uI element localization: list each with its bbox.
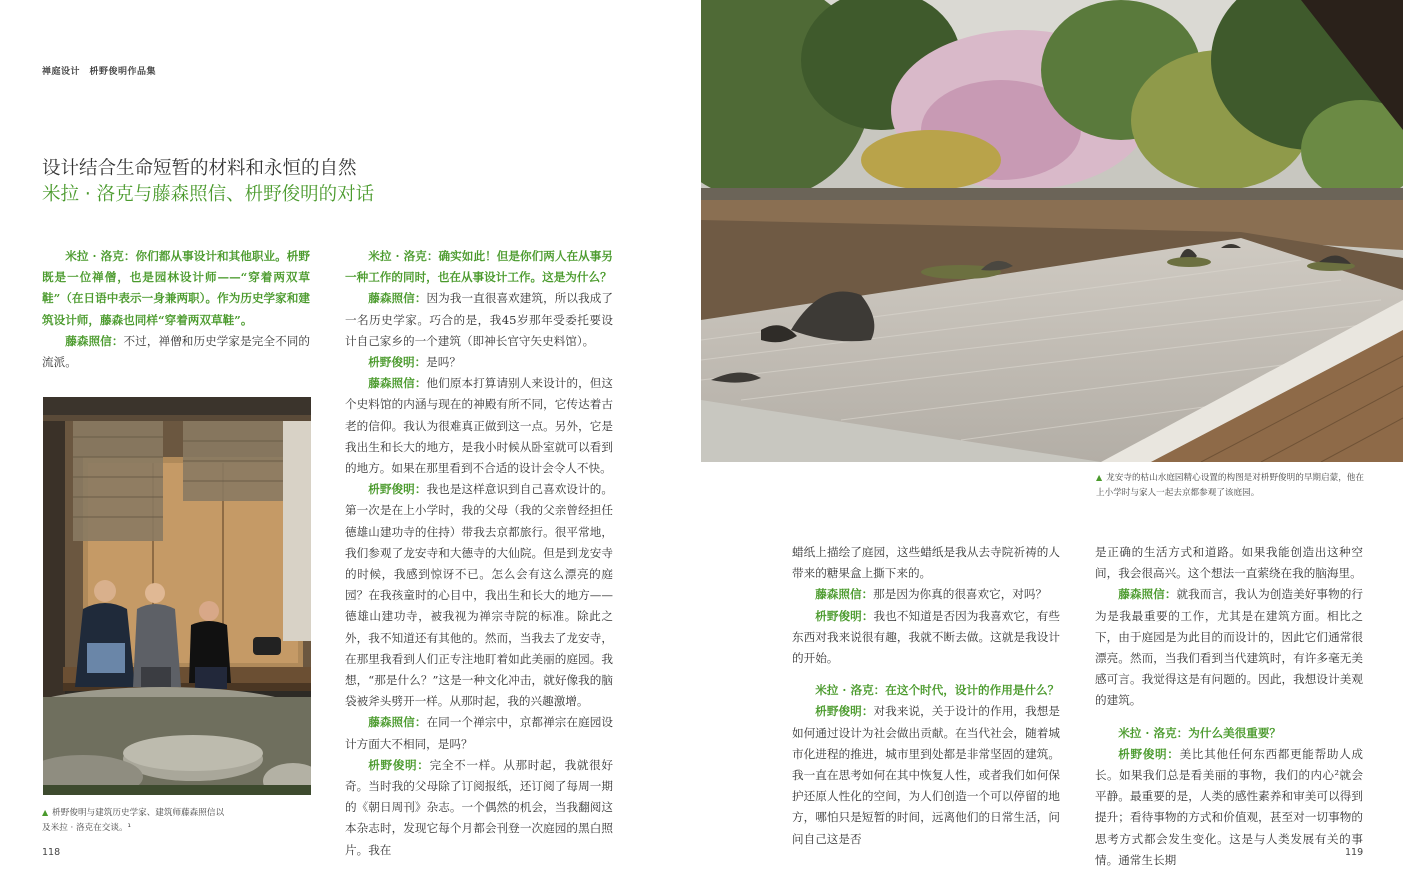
paragraph: [1095, 744, 1363, 871]
page-number-right: 119: [1345, 847, 1364, 858]
speaker-label: 米拉 · 洛克：: [368, 249, 439, 263]
garden-photo-image: [701, 0, 1403, 462]
paragraph: [345, 479, 613, 712]
paragraph: [42, 246, 310, 331]
speaker-label: 藤森照信：: [368, 291, 427, 306]
paragraph: [792, 606, 1060, 670]
answer-text: 不过，禅僧和历史学家是完全不同的流派。: [42, 333, 310, 370]
running-head: 禅庭设计 枡野俊明作品集: [42, 67, 157, 77]
answer-text: 我也是这样意识到自己喜欢设计的。第一次是在上小学时，我的父母（我的父亲曾经担任德雄山建功寺的住持）带我去京都旅行。很平常地，我们参观了龙安寺和大德寺的大仙院。但是到龙安寺的时候，我感到惊讶不已。怎么会有这么漂亮的庭园？在我孩童时的心目中，我出生和长大的地方——德雄山建功寺，被我视为禅宗寺院的标准。除此之外，我不知道还有其他的。然而，当我去了龙安寺，在那里我看到人们正专注地盯着如此美丽的庭园。我想，“那是什么？”这是一种文化冲击，就好像我的脑袋被斧头劈开一样。从那时起，我的兴趣激增。: [345, 482, 613, 709]
answer-text: 那是因为你真的很喜欢它，对吗？: [873, 587, 1048, 602]
speaker-label: 藤森照信：: [368, 715, 427, 730]
conversation-photo-image: [43, 397, 311, 795]
photo-caption-right: [1096, 470, 1364, 501]
answer-text: 美比其他任何东西都更能帮助人成长。如果我们总是看美丽的事物，我们的内心²就会平静。最重要的是，人类的感性素养和审美可以得到提升；看待事物的方式和价值观，甚至对一切事物的思考方式都会发生变化。这是与人类发展有关的事情。通常生长期: [1095, 746, 1363, 867]
article-title: 设计结合生命短暂的材料和永恒的自然: [42, 158, 357, 179]
speaker-label: 藤森照信：: [368, 376, 427, 391]
paragraph: [42, 331, 310, 373]
paragraph: [345, 352, 613, 373]
speaker-label: 枡野俊明：: [815, 704, 874, 719]
paragraph: [345, 712, 613, 754]
paragraph: [345, 246, 613, 288]
text-column-4: [1095, 542, 1363, 871]
speaker-label: 枡野俊明：: [815, 608, 874, 623]
question-text: 在这个时代，设计的作用是什么？: [885, 683, 1060, 698]
caption-text: 枡野俊明与建筑历史学家、建筑师藤森照信以及米拉 · 洛克在交谈。¹: [42, 808, 225, 833]
answer-text: 在同一个禅宗中，京都禅宗在庭园设计方面大不相同，是吗？: [345, 715, 613, 751]
question-text: 确实如此！但是你们两人在从事另一种工作的同时，也在从事设计工作。这是为什么？: [345, 249, 613, 285]
triangle-marker-icon: ▲: [42, 808, 49, 817]
paragraph: 蜡纸上描绘了庭园，这些蜡纸是我从去寺院祈祷的人带来的糖果盒上撕下来的。: [792, 545, 1060, 581]
question-text: 为什么美很重要？: [1188, 725, 1282, 740]
answer-text: 因为我一直很喜欢建筑，所以我成了一名历史学家。巧合的是，我45岁那年受委托要设计自己家乡的一个建筑（即神长官守矢史料馆）。: [345, 291, 613, 348]
paragraph: 是正确的生活方式和道路。如果我能创造出这种空间，我会很高兴。这个想法一直萦绕在我的脑海里。: [1095, 545, 1363, 581]
text-column-1: [42, 246, 310, 373]
speaker-label: 枡野俊明：: [1118, 746, 1180, 761]
caption-text: 龙安寺的枯山水庭园精心设置的构图是对枡野俊明的早期启蒙，他在上小学时与家人一起去京都参观了该庭园。: [1096, 473, 1364, 498]
article-subtitle: 米拉 · 洛克与藤森照信、枡野俊明的对话: [42, 184, 375, 205]
speaker-label: 米拉 · 洛克：: [815, 683, 886, 698]
triangle-marker-icon: ▲: [1096, 473, 1103, 482]
speaker-label: 枡野俊明：: [368, 482, 427, 497]
paragraph: [792, 701, 1060, 849]
conversation-photo: [43, 397, 311, 795]
speaker-label: 藤森照信：: [1118, 587, 1177, 602]
speaker-label: 米拉 · 洛克：: [1118, 725, 1189, 740]
answer-text: 对我来说，关于设计的作用，我想是如何通过设计为社会做出贡献。在当代社会，随着城市化进程的推进，城市里到处都是非常坚固的建筑。我一直在思考如何在其中恢复人性，或者我们如何保护还原人性化的空间，为人们创造一个可以停留的地方，哪怕只是短暂的时间，远离他们的日常生活，问问自己这是否: [792, 704, 1060, 846]
paragraph: [345, 288, 613, 352]
answer-text: 就我而言，我认为创造美好事物的行为是我最重要的工作，尤其是在建筑方面。相比之下，由于庭园是为此目的而设计的，因此它们通常很漂亮。然而，当我们看到当代建筑时，有许多毫无美感可言。我觉得这是有问题的。因此，我想设计美观的建筑。: [1095, 587, 1363, 708]
speaker-label: 枡野俊明：: [368, 757, 430, 772]
speaker-label: 枡野俊明：: [368, 355, 427, 370]
text-column-3: [792, 542, 1060, 850]
paragraph: [1095, 584, 1363, 711]
paragraph: [1095, 723, 1363, 744]
speaker-label: 藤森照信：: [815, 587, 874, 602]
answer-text: 是吗？: [426, 355, 461, 370]
answer-text: 我也不知道是否因为我喜欢它，有些东西对我来说很有趣，我就不断去做。这就是我设计的开始。: [792, 608, 1060, 666]
speaker-label: 藤森照信：: [65, 333, 124, 348]
paragraph: [345, 373, 613, 479]
page-number-left: 118: [42, 847, 61, 858]
answer-text: 他们原本打算请别人来设计的，但这个史料馆的内涵与现在的神殿有所不同，它传达着古老的信仰。我认为很难真正做到这一点。另外，它是我出生和长大的地方，是我小时候从卧室就可以看到的地方。如果在那里看到不合适的设计会令人不快。: [345, 376, 613, 476]
speaker-label: 米拉 · 洛克：: [65, 249, 136, 263]
paragraph: [792, 584, 1060, 605]
paragraph: [345, 755, 613, 861]
question-text: 你们都从事设计和其他职业。枡野既是一位禅僧，也是园林设计师——“穿着两双草鞋”（在日语中表示一身兼两职）。作为历史学家和建筑设计师，藤森也同样“穿着两双草鞋”。: [42, 249, 310, 327]
garden-photo: [701, 0, 1403, 462]
paragraph: [792, 680, 1060, 701]
text-column-2: [345, 246, 613, 861]
photo-caption-left: [42, 805, 232, 836]
answer-text: 完全不一样。从那时起，我就很好奇。当时我的父母除了订阅报纸，还订阅了每周一期的《朝日周刊》杂志。一个偶然的机会，当我翻阅这本杂志时，发现它每个月都会刊登一次庭园的黑白照片。我在: [345, 757, 613, 857]
